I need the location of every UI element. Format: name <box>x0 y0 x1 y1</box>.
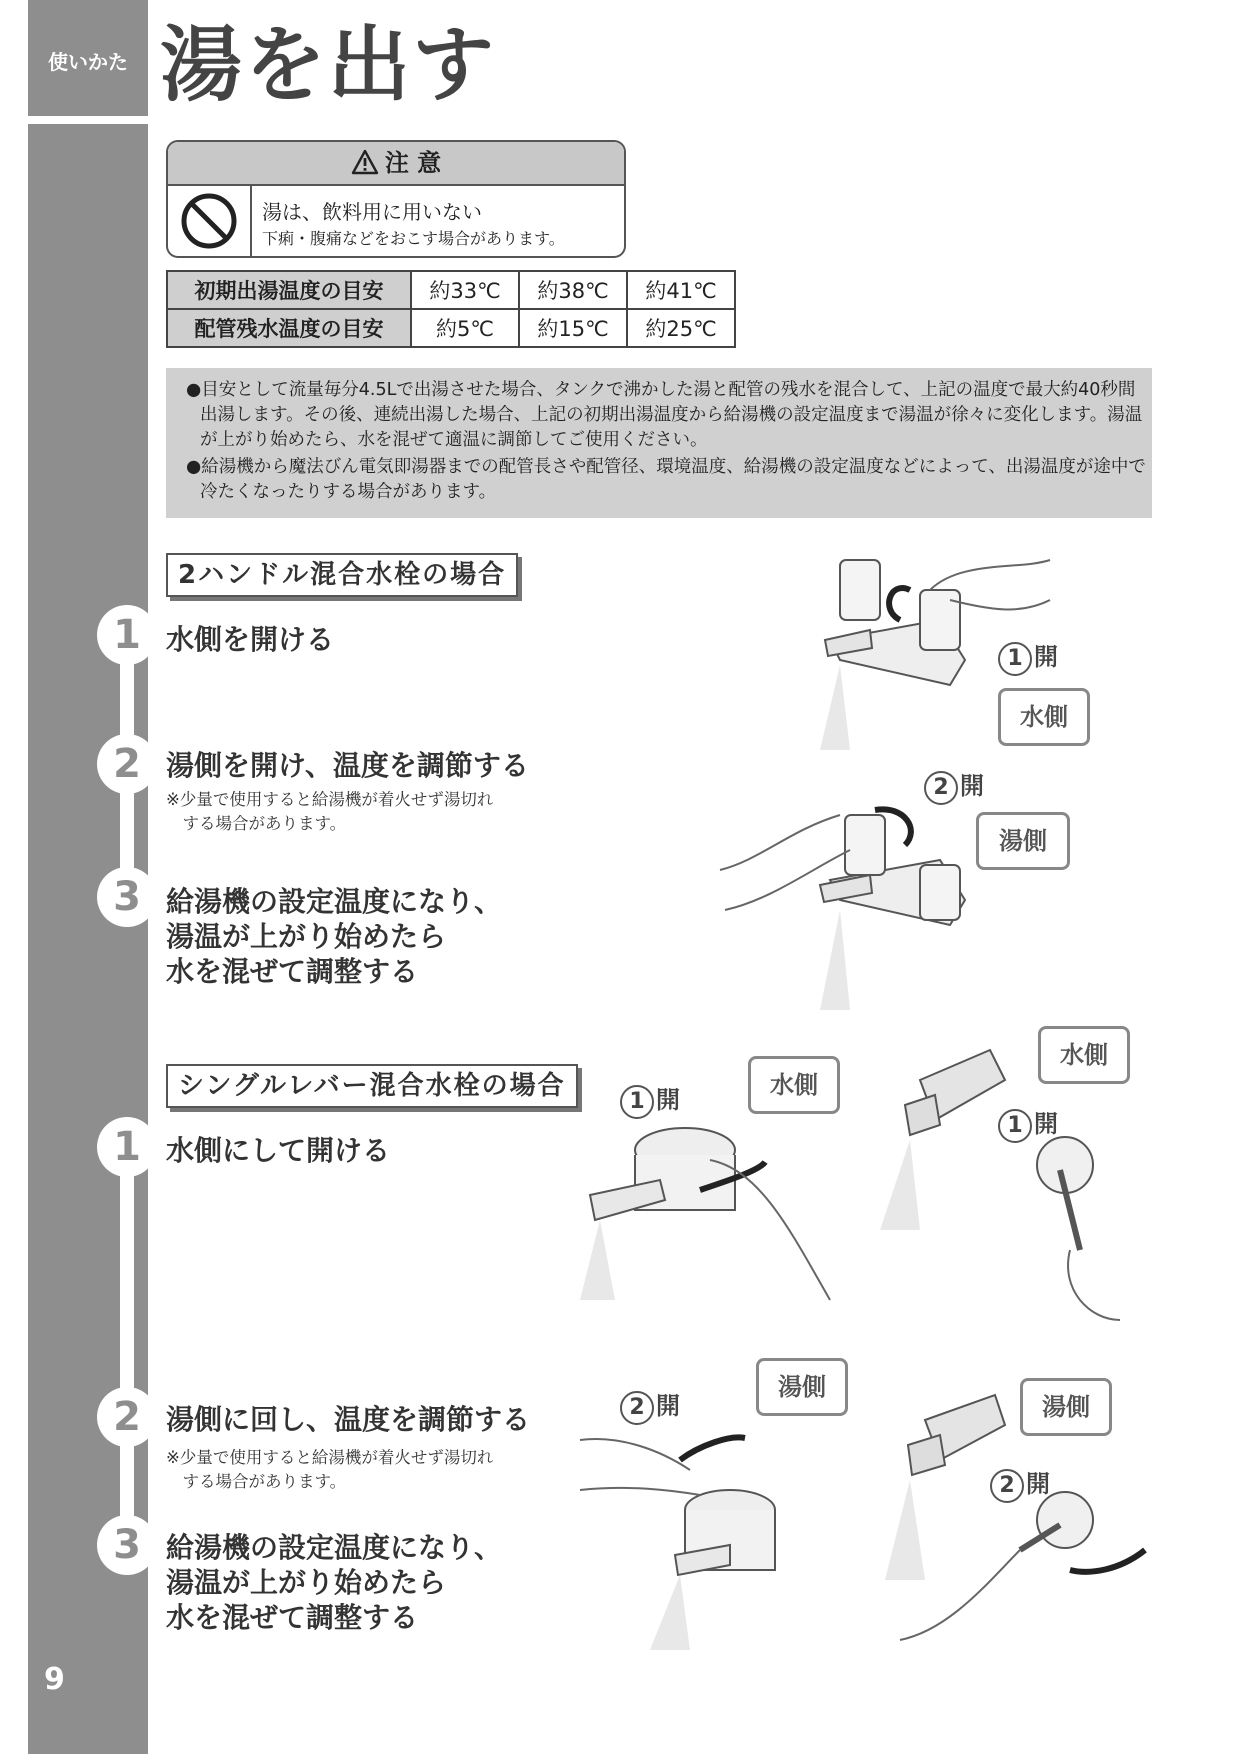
bubble-water-side: 水側 <box>748 1056 840 1114</box>
side-tab-label: 使いかた <box>48 50 128 74</box>
note-item: ●給湯機から魔法びん電気即湯器までの配管長さや配管径、環境温度、給湯機の設定温度などによって、出湯温度が途中で冷たくなったりする場合があります。 <box>186 457 1146 502</box>
step-title: 湯側を開け、温度を調節する <box>166 749 529 782</box>
prohibited-icon <box>168 186 252 256</box>
step-title: 水側を開ける <box>166 623 335 656</box>
open-label-1: 1 開 <box>620 1080 680 1119</box>
table-cell: 約15℃ <box>519 309 627 347</box>
step-number: 1 <box>100 608 154 662</box>
table-row <box>167 309 735 347</box>
table-cell: 約25℃ <box>627 309 735 347</box>
step-note: ※少量で使用すると給湯機が着火せず湯切れ する場合があります。 <box>166 1448 494 1491</box>
wall-lever-faucet-water-illustration <box>880 1050 1140 1330</box>
table-cell: 約5℃ <box>411 309 519 347</box>
open-label-2: 2 開 <box>924 766 984 805</box>
page-title: 湯を出す <box>160 18 497 113</box>
open-label-1: 1 開 <box>998 637 1058 676</box>
step-title: 水側にして開ける <box>166 1134 391 1167</box>
step-title: 給湯機の設定温度になり、 湯温が上がり始めたら 水を混ぜて調整する <box>166 1531 503 1634</box>
table-row <box>167 271 735 309</box>
caution-heading <box>168 142 624 186</box>
bubble-hot-side-b: 湯側 <box>1020 1378 1112 1436</box>
step-number: 1 <box>100 1120 154 1174</box>
page-number: 9 <box>44 1662 65 1697</box>
step-number: 3 <box>100 870 154 924</box>
wall-lever-faucet-hot-illustration <box>880 1400 1150 1650</box>
section-heading-two-handle: 2ハンドル混合水栓の場合 <box>166 553 518 597</box>
bubble-water-side-b: 水側 <box>1038 1026 1130 1084</box>
table-cell: 約41℃ <box>627 271 735 309</box>
step-number: 3 <box>100 1518 154 1572</box>
warning-icon <box>351 149 379 175</box>
bubble-hot-side: 湯側 <box>976 812 1070 870</box>
step-number: 2 <box>100 1390 154 1444</box>
table-cell: 約33℃ <box>411 271 519 309</box>
caution-sub-text: 下痢・腹痛などをおこす場合があります。 <box>262 229 565 248</box>
caution-box <box>166 140 626 258</box>
table-cell: 約38℃ <box>519 271 627 309</box>
step-title: 湯側に回し、温度を調節する <box>166 1403 531 1436</box>
row-header: 初期出湯温度の目安 <box>167 271 411 309</box>
bubble-water-side: 水側 <box>998 688 1090 746</box>
row-header: 配管残水温度の目安 <box>167 309 411 347</box>
open-label-1b: 1 開 <box>998 1104 1058 1143</box>
single-lever-faucet-hot-illustration <box>580 1400 810 1650</box>
step-title: 給湯機の設定温度になり、 湯温が上がり始めたら 水を混ぜて調整する <box>166 885 503 988</box>
step-connector <box>120 1142 134 1552</box>
caution-heading-text: 注 意 <box>384 149 442 177</box>
notes-box <box>166 368 1152 518</box>
open-label-2b: 2 開 <box>990 1464 1050 1503</box>
temperature-table <box>166 270 736 348</box>
section-heading-single-lever: シングルレバー混合水栓の場合 <box>166 1064 578 1108</box>
bubble-hot-side: 湯側 <box>756 1358 848 1416</box>
open-label-2: 2 開 <box>620 1386 680 1425</box>
single-lever-faucet-water-illustration <box>590 1100 840 1310</box>
caution-main-text: 湯は、飲料用に用いない <box>262 200 482 224</box>
side-tab <box>28 0 148 116</box>
step-number: 2 <box>100 737 154 791</box>
note-item: ●目安として流量毎分4.5Lで出湯させた場合、タンクで沸かした湯と配管の残水を混合して、上記の温度で最大約40秒間出湯します。その後、連続出湯した場合、上記の初期出湯温度から給湯機の設定温度まで湯温が徐々に変化します。湯温が上がり始めたら、水を混ぜて適温に調節してご使用ください。 <box>186 380 1143 450</box>
two-handle-faucet-hot-illustration <box>720 790 980 1020</box>
step-note: ※少量で使用すると給湯機が着火せず湯切れ する場合があります。 <box>166 790 494 833</box>
